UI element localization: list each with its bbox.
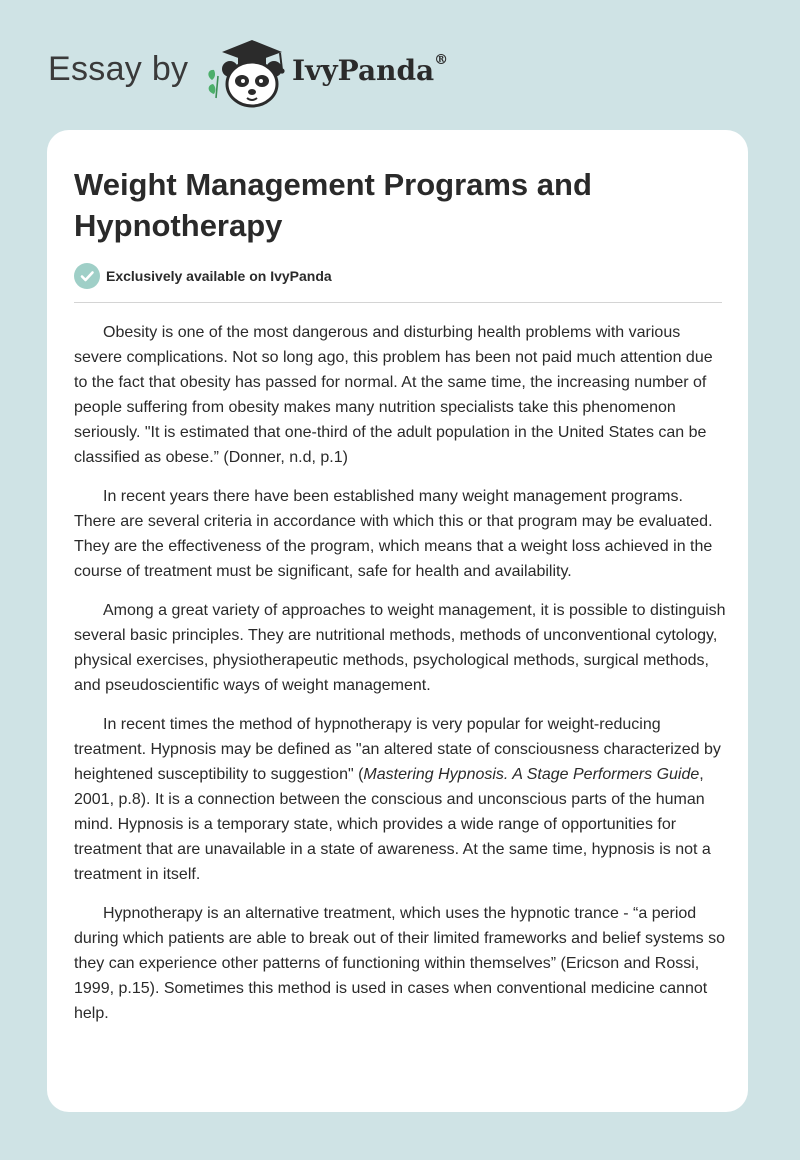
panda-graduate-logo-icon: [202, 36, 294, 108]
brand-prefix: Essay by: [48, 50, 189, 88]
exclusive-badge-label: Exclusively available on IvyPanda: [106, 268, 332, 284]
brand-name: IvyPanda®: [292, 52, 449, 87]
divider: [74, 302, 722, 303]
paragraph: Among a great variety of approaches to weight management, it is possible to distinguish several basic principles. They are nutritional methods, methods of unconventional cytology, physical exercises, physiotherapeutic methods, psychological methods, surgical methods, and pseudoscientific ways of weight management.: [74, 602, 726, 694]
essay-body: [74, 320, 726, 1040]
book-title: Mastering Hypnosis. A Stage Performers Guide: [363, 766, 700, 783]
paragraph: In recent times the method of hypnotherapy is very popular for weight-reducing treatment. Hypnosis may be defined as "an altered state of consciousness characterized by heightened susceptibility to suggestion" (Mastering Hypnosis. A Stage Performers Guide, 2001, p.8). It is a connection between the conscious and unconscious parts of the human mind. Hypnosis is a temporary state, which provides a wide range of opportunities for treatment that are unavailable in a state of awareness. At the same time, hypnosis is not a treatment in itself.: [74, 716, 721, 883]
paragraph: Obesity is one of the most dangerous and disturbing health problems with various severe complications. Not so long ago, this problem has been not paid much attention due to the fact that obesity has passed for normal. At the same time, the increasing number of people suffering from obesity makes many nutrition specialists take this phenomenon seriously. "It is estimated that one-third of the adult population in the United States can be classified as obese.” (Donner, n.d, p.1): [74, 324, 713, 466]
paragraph: In recent years there have been established many weight management programs. There are several criteria in accordance with which this or that program may be evaluated. They are the effectiveness of the program, which means that a weight loss achieved in the course of treatment must be significant, safe for health and availability.: [74, 488, 713, 580]
checkmark-icon: [74, 263, 100, 289]
essay-title: Weight Management Programs and Hypnotherapy: [74, 167, 592, 243]
essay-card: [47, 130, 748, 1112]
brand-header[interactable]: [48, 36, 528, 108]
paragraph: Hypnotherapy is an alternative treatment, which uses the hypnotic trance - “a period during which patients are able to break out of their limited frameworks and belief systems so they can experience other patterns of functioning within themselves” (Ericson and Rossi, 1999, p.15). Sometimes this method is used in cases when conventional medicine cannot help.: [74, 905, 725, 1022]
